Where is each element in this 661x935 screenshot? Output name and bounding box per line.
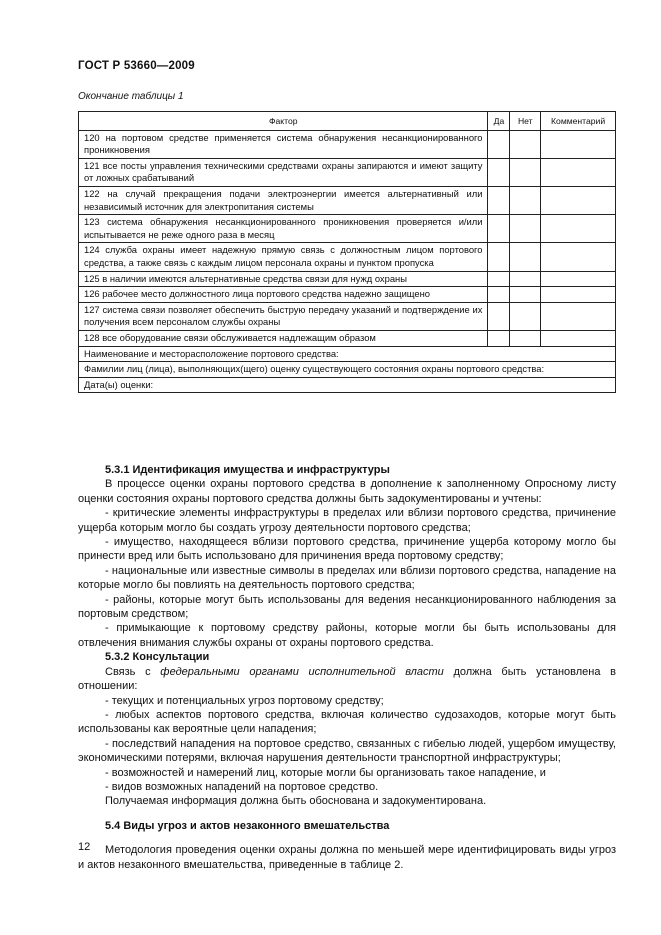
comment-cell	[541, 302, 616, 330]
column-header-yes: Да	[488, 112, 510, 131]
column-header-factor: Фактор	[79, 112, 488, 131]
factor-cell: 122 на случай прекращения подачи электроэнергии имеется альтернативный или независимый источник для электропитания системы	[79, 186, 488, 214]
no-cell	[510, 302, 541, 330]
paragraph: Методология проведения оценки охраны должна по меньшей мере идентифицировать виды угроз и актов незаконного вмешательства, приведенные в таблице 2.	[78, 844, 616, 871]
facility-name-cell: Наименование и месторасположение портового средства:	[79, 346, 616, 362]
factors-table	[78, 111, 616, 393]
column-header-comment: Комментарий	[541, 112, 616, 131]
comment-cell	[541, 158, 616, 186]
comment-cell	[541, 271, 616, 287]
factor-cell: 123 система обнаружения несанкционированного проникновения проверяется и/или испытывается не реже одного раза в месяц	[79, 215, 488, 243]
list-item: - последствий нападения на портовое средство, связанных с гибелью людей, ущербом имуществу, экономическими потерями, включая нарушения деятельности транспортной инфраструктуры;	[78, 737, 616, 765]
table-header-row	[79, 112, 616, 131]
paragraph: В процессе оценки охраны портового средства в дополнение к заполненному Опросному листу оценки состояния охраны портового средства должны быть задокументированы и учтены:	[78, 478, 616, 505]
yes-cell	[488, 330, 510, 346]
assessment-date-row	[79, 377, 616, 393]
factor-cell: 121 все посты управления техническими средствами охраны запираются и имеют защиту от ложных срабатываний	[79, 158, 488, 186]
factor-cell: 120 на портовом средстве применяется система обнаружения несанкционированного проникновения	[79, 130, 488, 158]
yes-cell	[488, 271, 510, 287]
yes-cell	[488, 215, 510, 243]
body-text	[78, 463, 616, 872]
list-item: - текущих и потенциальных угроз портовому средству;	[105, 694, 384, 707]
factor-cell: 127 система связи позволяет обеспечить быструю передачу указаний и подтверждение их получения всем персоналом службы охраны	[79, 302, 488, 330]
no-cell	[510, 287, 541, 303]
no-cell	[510, 243, 541, 271]
table-row	[79, 243, 616, 271]
factor-cell: 126 рабочее место должностного лица портового средства надежно защищено	[79, 287, 488, 303]
page-number: 12	[78, 841, 91, 853]
factor-cell: 128 все оборудование связи обслуживается надлежащим образом	[79, 330, 488, 346]
no-cell	[510, 215, 541, 243]
assessors-cell: Фамилии лиц (лица), выполняющих(щего) оценку существующего состояния охраны портового средства:	[79, 362, 616, 378]
section-heading-54: 5.4 Виды угроз и актов незаконного вмешательства	[105, 819, 390, 832]
list-item: - видов возможных нападений на портовое средство.	[105, 780, 379, 793]
table-row	[79, 158, 616, 186]
yes-cell	[488, 186, 510, 214]
facility-name-row	[79, 346, 616, 362]
table-row	[79, 302, 616, 330]
no-cell	[510, 130, 541, 158]
comment-cell	[541, 215, 616, 243]
comment-cell	[541, 287, 616, 303]
comment-cell	[541, 130, 616, 158]
comment-cell	[541, 186, 616, 214]
no-cell	[510, 186, 541, 214]
yes-cell	[488, 302, 510, 330]
table-row	[79, 215, 616, 243]
list-item: - возможностей и намерений лиц, которые могли бы организовать такое нападение, и	[105, 766, 546, 779]
list-item: - критические элементы инфраструктуры в пределах или вблизи портового средства, причинение ущерба которым могло бы создать угрозу деятельности портового средства;	[78, 507, 616, 534]
intro-italic-text: федеральными органами исполнительной власти	[160, 665, 444, 678]
list-item: - национальные или известные символы в пределах или вблизи портового средства, нападение на которые могло бы повлиять на деятельность портового средства;	[78, 564, 616, 592]
assessment-date-cell: Дата(ы) оценки:	[79, 377, 616, 393]
table-row	[79, 186, 616, 214]
intro-text: должна быть установлена в отношении:	[78, 665, 617, 693]
no-cell	[510, 158, 541, 186]
yes-cell	[488, 158, 510, 186]
intro-text: Связь с	[105, 665, 161, 678]
list-item: - примыкающие к портовому средству районы, которые могли бы быть использованы для отвлечения внимания службы охраны от охраны портового средства.	[78, 622, 616, 649]
yes-cell	[488, 287, 510, 303]
table-row	[79, 130, 616, 158]
comment-cell	[541, 330, 616, 346]
factor-cell: 125 в наличии имеются альтернативные средства связи для нужд охраны	[79, 271, 488, 287]
table-row	[79, 330, 616, 346]
table-row	[79, 271, 616, 287]
section-heading-531: 5.3.1 Идентификация имущества и инфраструктуры	[105, 464, 390, 476]
document-number: ГОСТ Р 53660—2009	[78, 60, 195, 72]
table-caption: Окончание таблицы 1	[78, 91, 184, 102]
no-cell	[510, 271, 541, 287]
list-item: - районы, которые могут быть использованы для ведения несанкционированного наблюдения за портовым средством;	[78, 593, 616, 621]
yes-cell	[488, 130, 510, 158]
paragraph	[78, 665, 616, 694]
factor-cell: 124 служба охраны имеет надежную прямую связь с должностным лицом портового средства, а также связь с каждым лицом персонала охраны и пунктом пропуска	[79, 243, 488, 271]
table-row	[79, 287, 616, 303]
list-item: - имущество, находящееся вблизи портового средства, причинение ущерба которому могло бы принести вред или быть использовано для причинения вреда портовому средству;	[78, 536, 616, 563]
list-item: - любых аспектов портового средства, включая количество судозаходов, которые могут быть использованы как вероятные цели нападения;	[78, 708, 616, 736]
yes-cell	[488, 243, 510, 271]
section-heading-532: 5.3.2 Консультации	[105, 651, 210, 664]
comment-cell	[541, 243, 616, 271]
paragraph: Получаемая информация должна быть обоснована и задокументирована.	[105, 795, 487, 808]
assessors-row	[79, 362, 616, 378]
column-header-no: Нет	[510, 112, 541, 131]
no-cell	[510, 330, 541, 346]
